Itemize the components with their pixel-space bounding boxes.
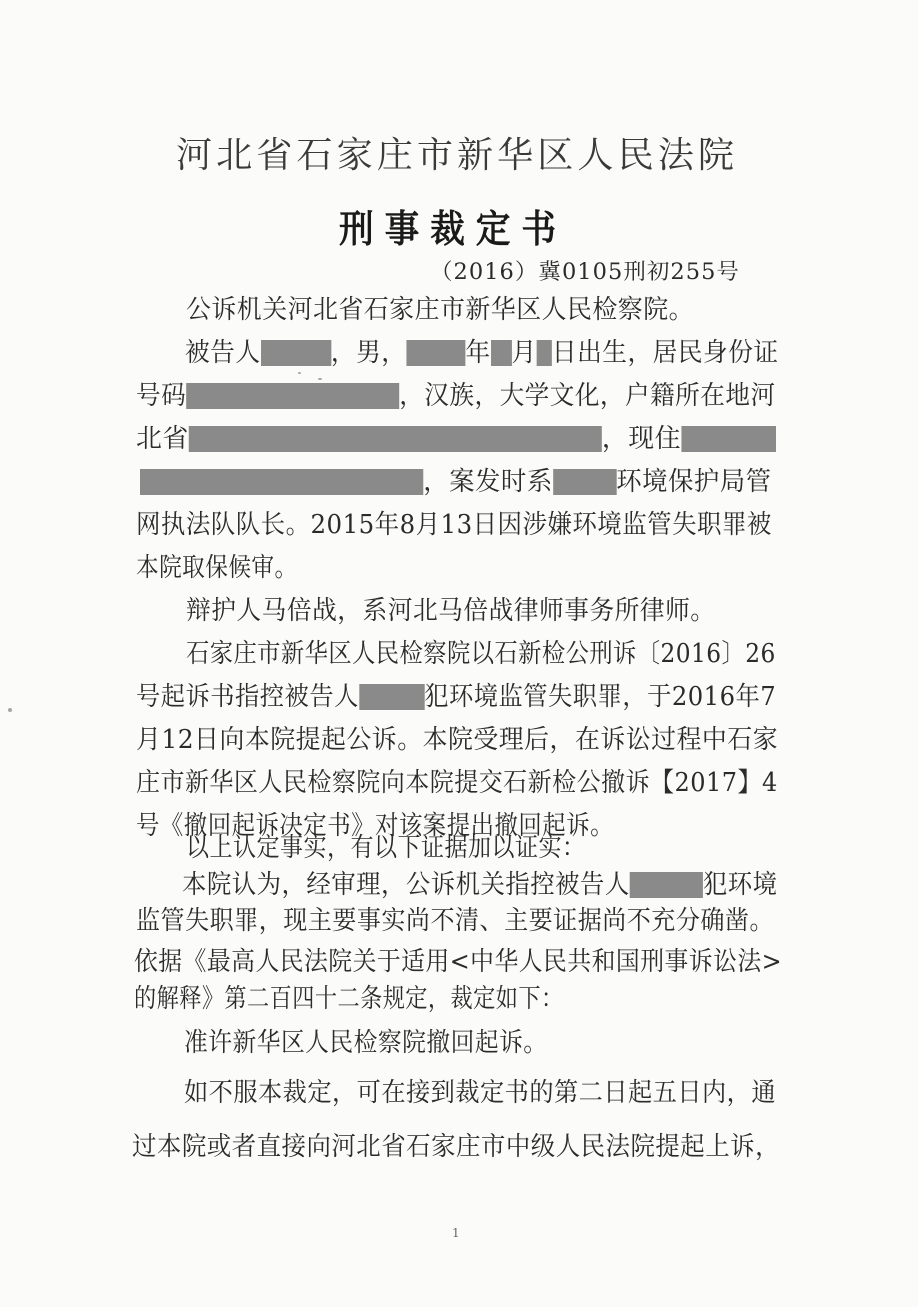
ruling-line-4: 的解释》第二百四十二条规定，裁定如下： — [134, 984, 564, 1014]
prosecutor-line: 公诉机关河北省石家庄市新华区人民检察院。 — [186, 295, 695, 325]
indictment-line-2: 号起诉书指控被告人 犯环境监管失职罪，于2016年7 — [136, 682, 777, 712]
redaction-block — [681, 426, 776, 452]
redaction-block — [491, 340, 512, 366]
scan-speck — [8, 708, 12, 712]
redaction-block — [189, 426, 602, 452]
decision-line: 准许新华区人民检察院撤回起诉。 — [184, 1028, 548, 1058]
evidence-line: 以上认定事实，有以下证据加以证实： — [186, 833, 586, 863]
defender-line: 辩护人马倍战，系河北马倍战律师事务所律师。 — [186, 596, 716, 626]
ruling-line-1: 本院认为，经审理，公诉机关指控被告人 犯环境 — [182, 870, 778, 900]
redaction-block — [261, 340, 331, 366]
defendant-line-6: 本院取保候审。 — [136, 553, 298, 583]
redaction-block — [553, 469, 616, 495]
indictment-line-4: 庄市新华区人民检察院向本院提交石新检公撤诉【2017】4 — [136, 768, 778, 798]
defendant-line-2: 号码 ，汉族，大学文化，户籍所在地河 — [136, 381, 776, 411]
redaction-block — [537, 340, 552, 366]
appeal-line-1: 如不服本裁定，可在接到裁定书的第二日起五日内，通 — [184, 1078, 777, 1108]
scan-speck — [298, 372, 301, 374]
indictment-line-1: 石家庄市新华区人民检察院以石新检公刑诉〔2016〕26 — [186, 639, 776, 669]
page-number: 1 — [452, 1226, 461, 1240]
defendant-line-3: 北省 ，现住 — [136, 422, 776, 456]
case-number: （2016）冀0105刑初255号 — [430, 260, 740, 285]
redaction-block — [630, 872, 703, 898]
indictment-line-5: 号《撤回起诉决定书》对该案提出撤回起诉。 — [136, 811, 615, 841]
document-title: 刑事裁定书 — [339, 206, 568, 251]
redaction-block — [406, 340, 465, 366]
court-name: 河北省石家庄市新华区人民法院 — [176, 135, 739, 176]
redaction-block — [140, 469, 423, 495]
ruling-line-2: 监管失职罪，现主要事实尚不清、主要证据尚不充分确凿。 — [136, 906, 775, 936]
appeal-line-2: 过本院或者直接向河北省石家庄市中级人民法院提起上诉， — [132, 1132, 781, 1162]
defendant-line-5: 网执法队队长。2015年8月13日因涉嫌环境监管失职罪被 — [136, 510, 772, 540]
defendant-line-1: 被告人 ，男， 年 月 日出生，居民身份证 — [185, 338, 779, 368]
defendant-line-4: ，案发时系 环境保护局管 — [140, 465, 772, 499]
redaction-block — [359, 684, 424, 710]
indictment-line-3: 月12日向本院提起公诉。本院受理后，在诉讼过程中石家 — [136, 725, 779, 755]
redaction-block — [186, 383, 399, 409]
ruling-line-3: 依据《最高人民法院关于适用<中华人民共和国刑事诉讼法> — [134, 947, 783, 977]
scan-speck — [318, 378, 322, 380]
